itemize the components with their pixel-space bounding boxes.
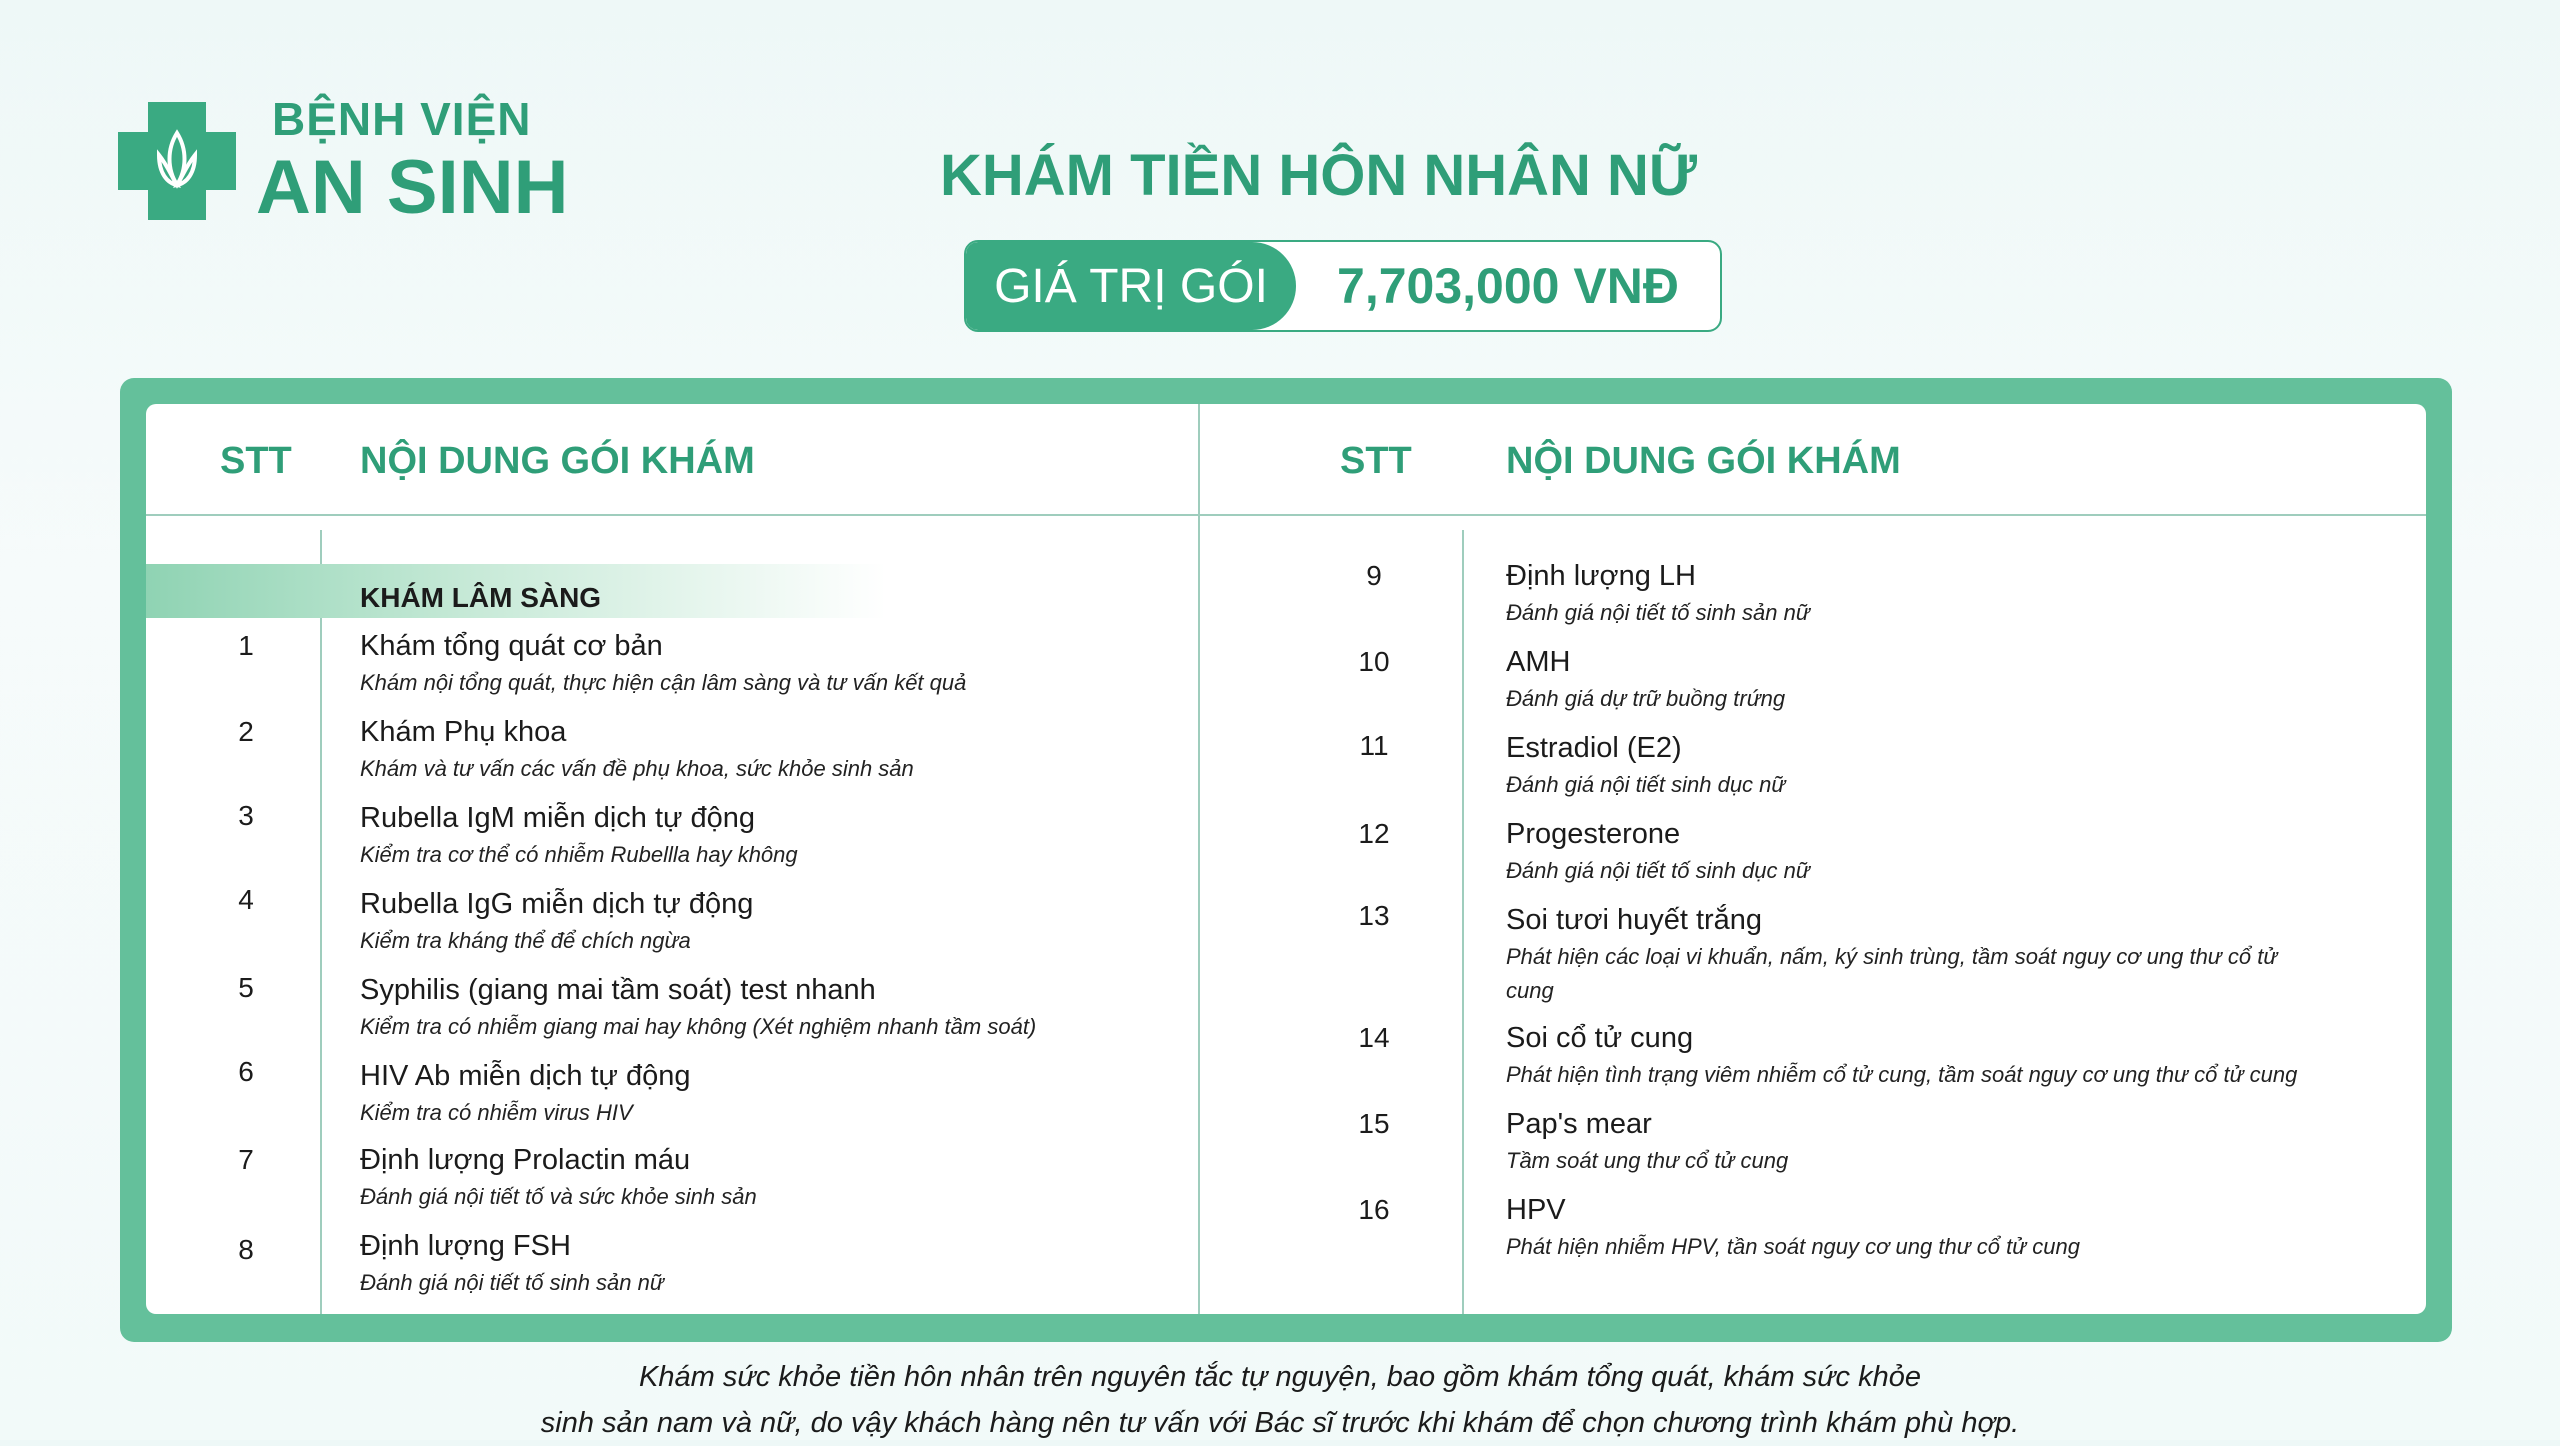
section-label: KHÁM LÂM SÀNG	[360, 582, 602, 613]
row-name: Định lượng Prolactin máu	[360, 1144, 691, 1176]
row-number: 15	[1358, 1108, 1390, 1139]
row-number: 7	[238, 1144, 254, 1175]
row-name: HPV	[1506, 1194, 1566, 1226]
package-table	[146, 404, 2426, 1314]
row-number: 5	[238, 972, 254, 1003]
row-desc: Khám nội tổng quát, thực hiện cận lâm sàng và tư vấn kết quả	[360, 670, 967, 695]
row-number: 14	[1358, 1022, 1390, 1053]
row-desc: Đánh giá nội tiết tố sinh dục nữ	[1506, 858, 1810, 883]
header-content-right: NỘI DUNG GÓI KHÁM	[1506, 440, 1901, 482]
footer-line2: sinh sản nam và nữ, do vậy khách hàng nên tư vấn với Bác sĩ trước khi khám để chọn chương trình khám phù hợp.	[540, 1407, 2020, 1439]
row-name: Syphilis (giang mai tầm soát) test nhanh	[360, 974, 876, 1006]
row-desc: Đánh giá nội tiết tố và sức khỏe sinh sản	[360, 1184, 757, 1209]
row-number: 2	[238, 716, 254, 747]
footer-note	[380, 1354, 2180, 1446]
row-name: Estradiol (E2)	[1506, 732, 1682, 764]
package-panel	[120, 378, 2452, 1342]
footer-line1: Khám sức khỏe tiền hôn nhân trên nguyên tắc tự nguyện, bao gồm khám tổng quát, khám sức khỏe	[639, 1361, 1921, 1393]
row-desc: Kiểm tra có nhiễm virus HIV	[360, 1100, 633, 1125]
row-name: Soi tươi huyết trắng	[1506, 904, 1763, 936]
medical-cross-icon	[118, 102, 236, 220]
page-title: KHÁM TIỀN HÔN NHÂN NỮ	[940, 143, 1697, 208]
logo-line2: AN SINH	[256, 145, 569, 230]
row-number: 9	[1366, 560, 1382, 591]
row-desc: Đánh giá nội tiết sinh dục nữ	[1506, 772, 1786, 797]
row-desc: Kiểm tra có nhiễm giang mai hay không (Xét nghiệm nhanh tầm soát)	[360, 1014, 1037, 1039]
row-name: Định lượng FSH	[360, 1230, 571, 1262]
row-number: 3	[238, 800, 254, 831]
row-number: 6	[238, 1056, 254, 1087]
row-desc: Khám và tư vấn các vấn đề phụ khoa, sức khỏe sinh sản	[360, 756, 914, 781]
price-value: 7,703,000 VNĐ	[1337, 258, 1679, 314]
row-number: 16	[1358, 1194, 1390, 1225]
row-name: AMH	[1506, 646, 1571, 678]
row-name: Soi cổ tử cung	[1506, 1022, 1694, 1054]
row-number: 13	[1358, 900, 1390, 931]
price-box	[964, 240, 1722, 332]
row-desc: Phát hiện các loại vi khuẩn, nấm, ký sinh trùng, tầm soát nguy cơ ung thư cổ tử cung	[1506, 944, 2278, 1003]
row-name: Rubella IgM miễn dịch tự động	[360, 802, 756, 834]
row-desc: Đánh giá nội tiết tố sinh sản nữ	[1506, 600, 1810, 625]
row-number: 11	[1359, 730, 1389, 761]
row-name: Pap's mear	[1506, 1108, 1652, 1140]
row-number: 4	[238, 884, 254, 915]
row-name: Định lượng LH	[1506, 560, 1696, 592]
price-label: GIÁ TRỊ GÓI	[966, 242, 1296, 330]
row-number: 1	[238, 630, 254, 661]
row-number: 10	[1358, 646, 1390, 677]
row-number: 8	[238, 1234, 254, 1265]
row-desc: Phát hiện nhiễm HPV, tần soát nguy cơ ung thư cổ tử cung	[1506, 1234, 2080, 1259]
row-desc: Kiểm tra cơ thể có nhiễm Rubellla hay không	[360, 842, 798, 867]
header-stt-left: STT	[220, 440, 292, 482]
header-content-left: NỘI DUNG GÓI KHÁM	[360, 440, 755, 482]
hospital-logo	[118, 93, 569, 230]
row-desc: Tầm soát ung thư cổ tử cung	[1506, 1148, 1789, 1173]
row-desc: Phát hiện tình trạng viêm nhiễm cổ tử cung, tầm soát nguy cơ ung thư cổ tử cung	[1506, 1062, 2298, 1087]
header-stt-right: STT	[1340, 440, 1412, 482]
row-desc: Kiểm tra kháng thể để chích ngừa	[360, 928, 691, 953]
logo-line1: BỆNH VIỆN	[272, 93, 532, 145]
row-name: Progesterone	[1506, 818, 1681, 850]
row-name: Khám Phụ khoa	[360, 716, 567, 748]
row-name: HIV Ab miễn dịch tự động	[360, 1060, 691, 1092]
row-number: 12	[1358, 818, 1390, 849]
row-name: Khám tổng quát cơ bản	[360, 630, 663, 662]
row-desc: Đánh giá dự trữ buồng trứng	[1506, 686, 1786, 711]
row-desc: Đánh giá nội tiết tố sinh sản nữ	[360, 1270, 664, 1295]
row-name: Rubella IgG miễn dịch tự động	[360, 888, 754, 920]
